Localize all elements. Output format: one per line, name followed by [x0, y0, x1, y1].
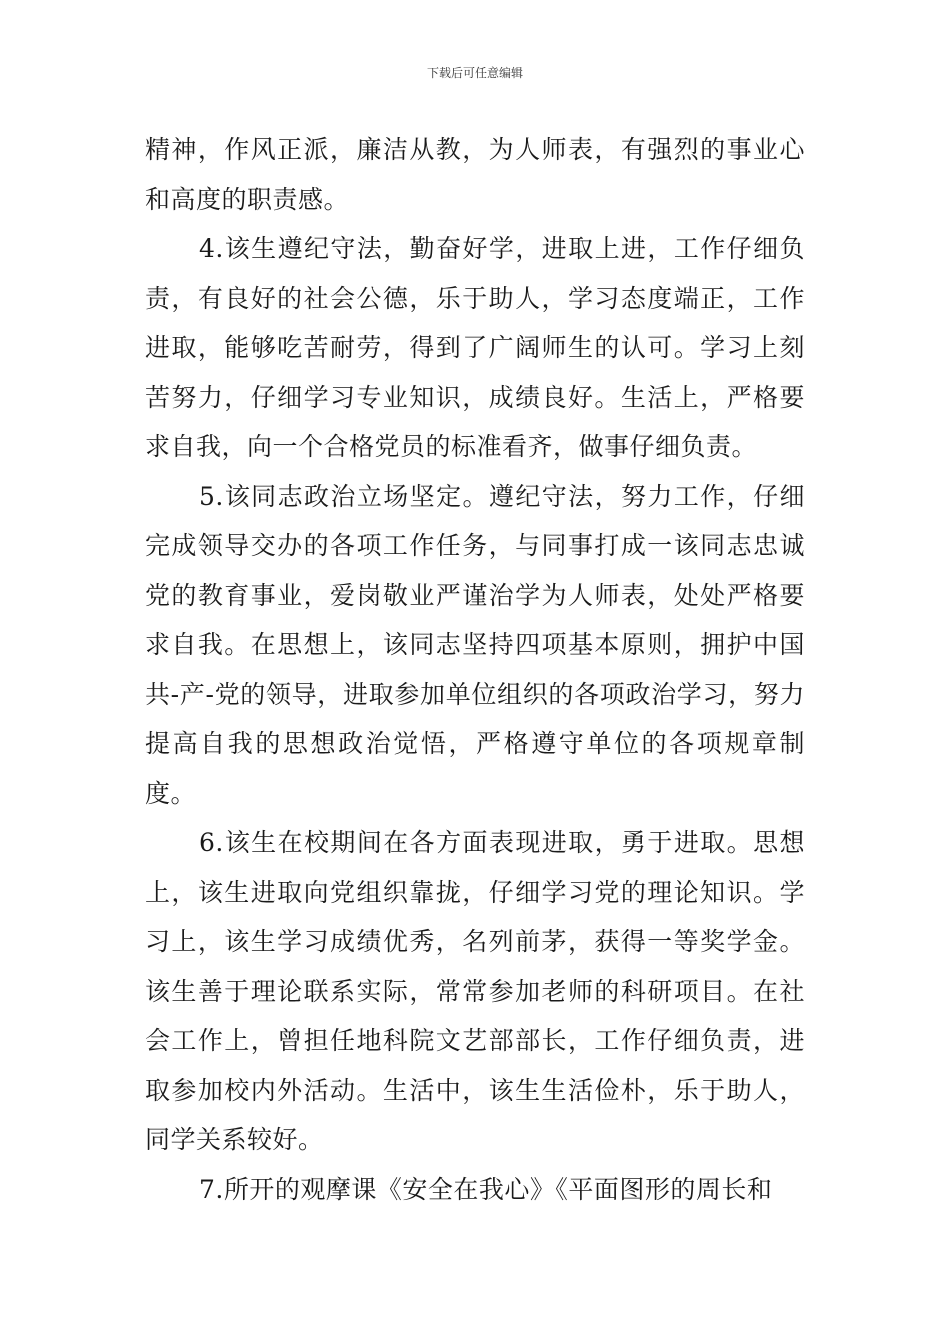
- paragraph-item-7: 7.所开的观摩课《安全在我心》《平面图形的周长和: [199, 1174, 773, 1204]
- document-body: [145, 125, 805, 1214]
- paragraph-item-5: 5.该同志政治立场坚定。遵纪守法，努力工作，仔细完成领导交办的各项工作任务，与同事打成一该同志忠诚党的教育事业，爱岗敬业严谨治学为人师表，处处严格要求自我。在思想上，该同志坚持四项基本原则，拥护中国共-产-党的领导，进取参加单位组织的各项政治学习，努力提高自我的思想政治觉悟，严格遵守单位的各项规章制度。: [145, 481, 805, 808]
- paragraph-item-6: 6.该生在校期间在各方面表现进取，勇于进取。思想上，该生进取向党组织靠拢，仔细学习党的理论知识。学习上，该生学习成绩优秀，名列前茅，获得一等奖学金。该生善于理论联系实际，常常参加老师的科研项目。在社会工作上，曾担任地科院文艺部部长，工作仔细负责，进取参加校内外活动。生活中，该生生活俭朴，乐于助人，同学关系较好。: [145, 828, 805, 1154]
- page-header: 下载后可任意编辑: [426, 66, 523, 80]
- paragraph-continuation: 精神，作风正派，廉洁从教，为人师表，有强烈的事业心和高度的职责感。: [145, 135, 805, 214]
- paragraph-item-4: 4.该生遵纪守法，勤奋好学，进取上进，工作仔细负责，有良好的社会公德，乐于助人，学习态度端正，工作进取，能够吃苦耐劳，得到了广阔师生的认可。学习上刻苦努力，仔细学习专业知识，成绩良好。生活上，严格要求自我，向一个合格党员的标准看齐，做事仔细负责。: [145, 234, 805, 461]
